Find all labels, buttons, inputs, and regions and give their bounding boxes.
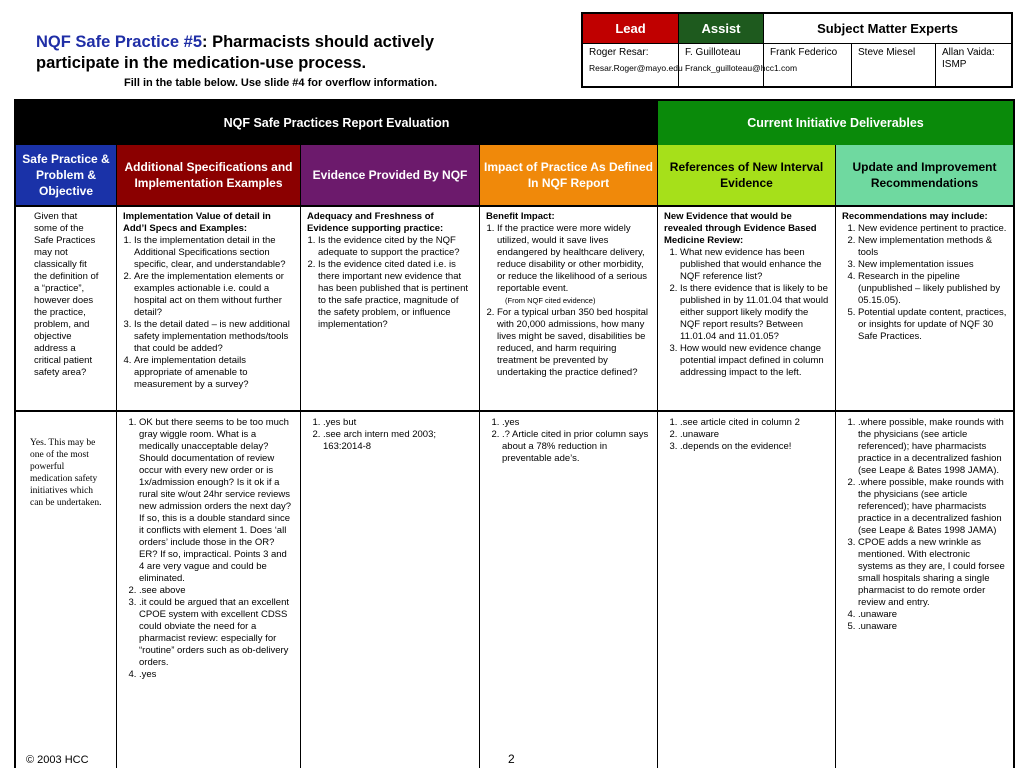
r1-evidence <box>301 207 479 331</box>
r1c2-heading: Implementation Value of detail in Add’l Specs and Examples: <box>123 211 271 234</box>
sme-cell-1: Frank Federico <box>763 44 851 86</box>
colhead-evidence-nqf: Evidence Provided By NQF <box>300 145 479 205</box>
r2-impact <box>480 413 657 465</box>
r1c2-list <box>123 235 294 391</box>
list-item: 2. .where possible, make rounds with the physicians (see article referenced); have pharmacists practice in a decentralized fashion (see Leape & Bates 1998 JAMA) <box>858 477 1007 537</box>
list-item: 4. Are implementation details appropriate of amenable to measurement by a survey? <box>134 355 294 391</box>
list-item: 5. Potential update content, practices, or insights for update of NQF 30 Safe Practices. <box>858 307 1007 343</box>
list-item: 1. .yes <box>502 417 651 429</box>
r1c6-list <box>842 223 1007 343</box>
sme-cell-2: Steve Miesel <box>851 44 935 86</box>
r1c4-item1: If the practice were more widely utilized, would it save lives endangered by healthcare delivery, reduce disability or other morbidity, or reduce the likelihood of a serious reportable event. <box>497 223 647 294</box>
list-item <box>497 223 651 307</box>
list-item: 1. New evidence pertinent to practice. <box>858 223 1007 235</box>
r2c4-list <box>486 417 651 465</box>
colhead-safe-practice: Safe Practice & Problem & Objective <box>16 145 116 205</box>
assist-email: Franck_guilloteau@hcc1.com <box>685 63 798 73</box>
r2c6-list <box>842 417 1007 633</box>
experts-table <box>581 12 1013 88</box>
list-item: 3. .it could be argued that an excellent CPOE system with excellent CDSS could obviate the need for a pharmacist review: especially for “routine” orders such as ob-delivery orders. <box>139 597 294 669</box>
evaluation-table <box>14 99 1015 768</box>
list-item: 2. Is there evidence that is likely to be published in by 11.01.04 that would either support likely modify the NQF report results? Between 11.01.04 and 11.01.05? <box>680 283 829 343</box>
list-item: 1. .where possible, make rounds with the physicians (see article referenced); have pharmacists practice in a decentralized fashion (see Leape & Bates 1998 JAMA). <box>858 417 1007 477</box>
assist-header: Assist <box>678 14 763 43</box>
colhead-references: References of New Interval Evidence <box>657 145 835 205</box>
r1-references <box>658 207 835 379</box>
r1c5-list <box>664 247 829 379</box>
list-item: 3. How would new evidence change potential impact defined in column addressing impact to the left. <box>680 343 829 379</box>
r1-impact <box>480 207 657 379</box>
r1c3-heading: Adequacy and Freshness of Evidence supporting practice: <box>307 211 444 234</box>
sme-cell-3: Allan Vaida: ISMP <box>935 44 1011 86</box>
list-item: 2. For a typical urban 350 bed hospital with 20,000 admissions, how many lives might be saved, disabilities be reduced, and harm requiring treatment be prevented by undertaking the practice defined? <box>497 307 651 379</box>
lead-name: Roger Resar: <box>589 47 649 58</box>
lead-email: Resar.Roger@mayo.edu <box>589 63 683 73</box>
list-item: 1. Is the implementation detail in the Additional Specifications section specific, clear, and understandable? <box>134 235 294 271</box>
list-item: 5. .unaware <box>858 621 1007 633</box>
lead-header: Lead <box>583 14 678 43</box>
title-rest: : Pharmacists should actively participate in the medication-use process. <box>36 33 435 72</box>
list-item: 2. .see arch intern med 2003; 163:2014-8 <box>323 429 473 453</box>
list-item: 3. Is the detail dated – is new additional safety implementation methods/tools that could be added? <box>134 319 294 355</box>
assist-cell <box>678 44 798 86</box>
r2c5-list <box>664 417 829 453</box>
assist-name: F. Guilloteau <box>685 47 741 58</box>
band-current-deliverables: Current Initiative Deliverables <box>657 101 1013 145</box>
band-report-evaluation: NQF Safe Practices Report Evaluation <box>16 101 657 145</box>
page-number: 2 <box>508 752 515 766</box>
list-item: 1. .see article cited in column 2 <box>680 417 829 429</box>
list-item: 1. .yes but <box>323 417 473 429</box>
list-item: 4. .yes <box>139 669 294 681</box>
r1c5-heading: New Evidence that would be revealed through Evidence Based Medicine Review: <box>664 211 817 246</box>
colhead-additional-specs: Additional Specifications and Implementation Examples <box>116 145 300 205</box>
r1c4-list <box>486 223 651 379</box>
r1-safe-practice: Given that some of the Safe Practices may not classically fit the definition of a “practice”, however does the practice, problem, and objective address a critical patient safety area? <box>34 211 99 378</box>
list-item: 2. .see above <box>139 585 294 597</box>
r2-recommendations <box>836 413 1013 633</box>
r1-additional-specs <box>117 207 300 391</box>
r2-safe-practice: Yes. This may be one of the most powerful medication safety initiatives which can be undertaken. <box>30 438 102 508</box>
colhead-impact: Impact of Practice As Defined In NQF Report <box>479 145 657 205</box>
r1c6-heading: Recommendations may include: <box>842 211 988 222</box>
lead-cell <box>583 44 683 86</box>
list-item: 4. .unaware <box>858 609 1007 621</box>
row-divider <box>16 410 1013 412</box>
r2-evidence <box>301 413 479 453</box>
list-item: 3. CPOE adds a new wrinkle as mentioned. With electronic systems as they are, I could forsee small hospitals sharing a single pharmacist to do remote order review and entry. <box>858 537 1007 609</box>
colhead-recommendations: Update and Improvement Recommendations <box>835 145 1013 205</box>
r1c4-note: (From NQF cited evidence) <box>505 296 596 305</box>
list-item: 1. Is the evidence cited by the NQF adequate to support the practice? <box>318 235 473 259</box>
list-item: 3. New implementation issues <box>858 259 1007 271</box>
list-item: 2. Are the implementation elements or examples actionable i.e. could a hospital act on them without further detail? <box>134 271 294 319</box>
copyright: © 2003 HCC <box>26 754 89 766</box>
r2c3-list <box>307 417 473 453</box>
list-item: 4. Research in the pipeline (unpublished – likely published by 05.15.05). <box>858 271 1007 307</box>
list-item: 3. .depends on the evidence! <box>680 441 829 453</box>
r1-recommendations <box>836 207 1013 343</box>
list-item: 2. .unaware <box>680 429 829 441</box>
list-item: 2. Is the evidence cited dated i.e. is there important new evidence that has been published that is pertinent to the safe practice, magnitude of the safety problem, or influence implementation? <box>318 259 473 331</box>
title-highlight: NQF Safe Practice #5 <box>36 33 202 51</box>
r2-references <box>658 413 835 453</box>
instruction-text: Fill in the table below. Use slide #4 for overflow information. <box>124 77 438 89</box>
r2-additional-specs <box>117 413 300 681</box>
list-item: 1. OK but there seems to be too much gray wiggle room. What is a medically unacceptable delay? Should documentation of review occur with every new order or is 1x/admission enough? Is it ok if a rural site w/out 24hr service reviews new admission orders the next day? If so, this is a double standard since it conflicts with element 1. Does ‘all orders’ include those in the OR? ER? If so, impractical. Points 3 and 4 are very vague and could be eliminated. <box>139 417 294 585</box>
r1c4-heading: Benefit Impact: <box>486 211 555 222</box>
list-item: 2. New implementation methods & tools <box>858 235 1007 259</box>
sme-header: Subject Matter Experts <box>763 14 1011 43</box>
slide-title <box>36 32 476 74</box>
list-item: 1. What new evidence has been published that would enhance the NQF reference list? <box>680 247 829 283</box>
list-item: 2. .? Article cited in prior column says about a 78% reduction in preventable ade’s. <box>502 429 651 465</box>
r2c2-list <box>123 417 294 681</box>
r1c3-list <box>307 235 473 331</box>
